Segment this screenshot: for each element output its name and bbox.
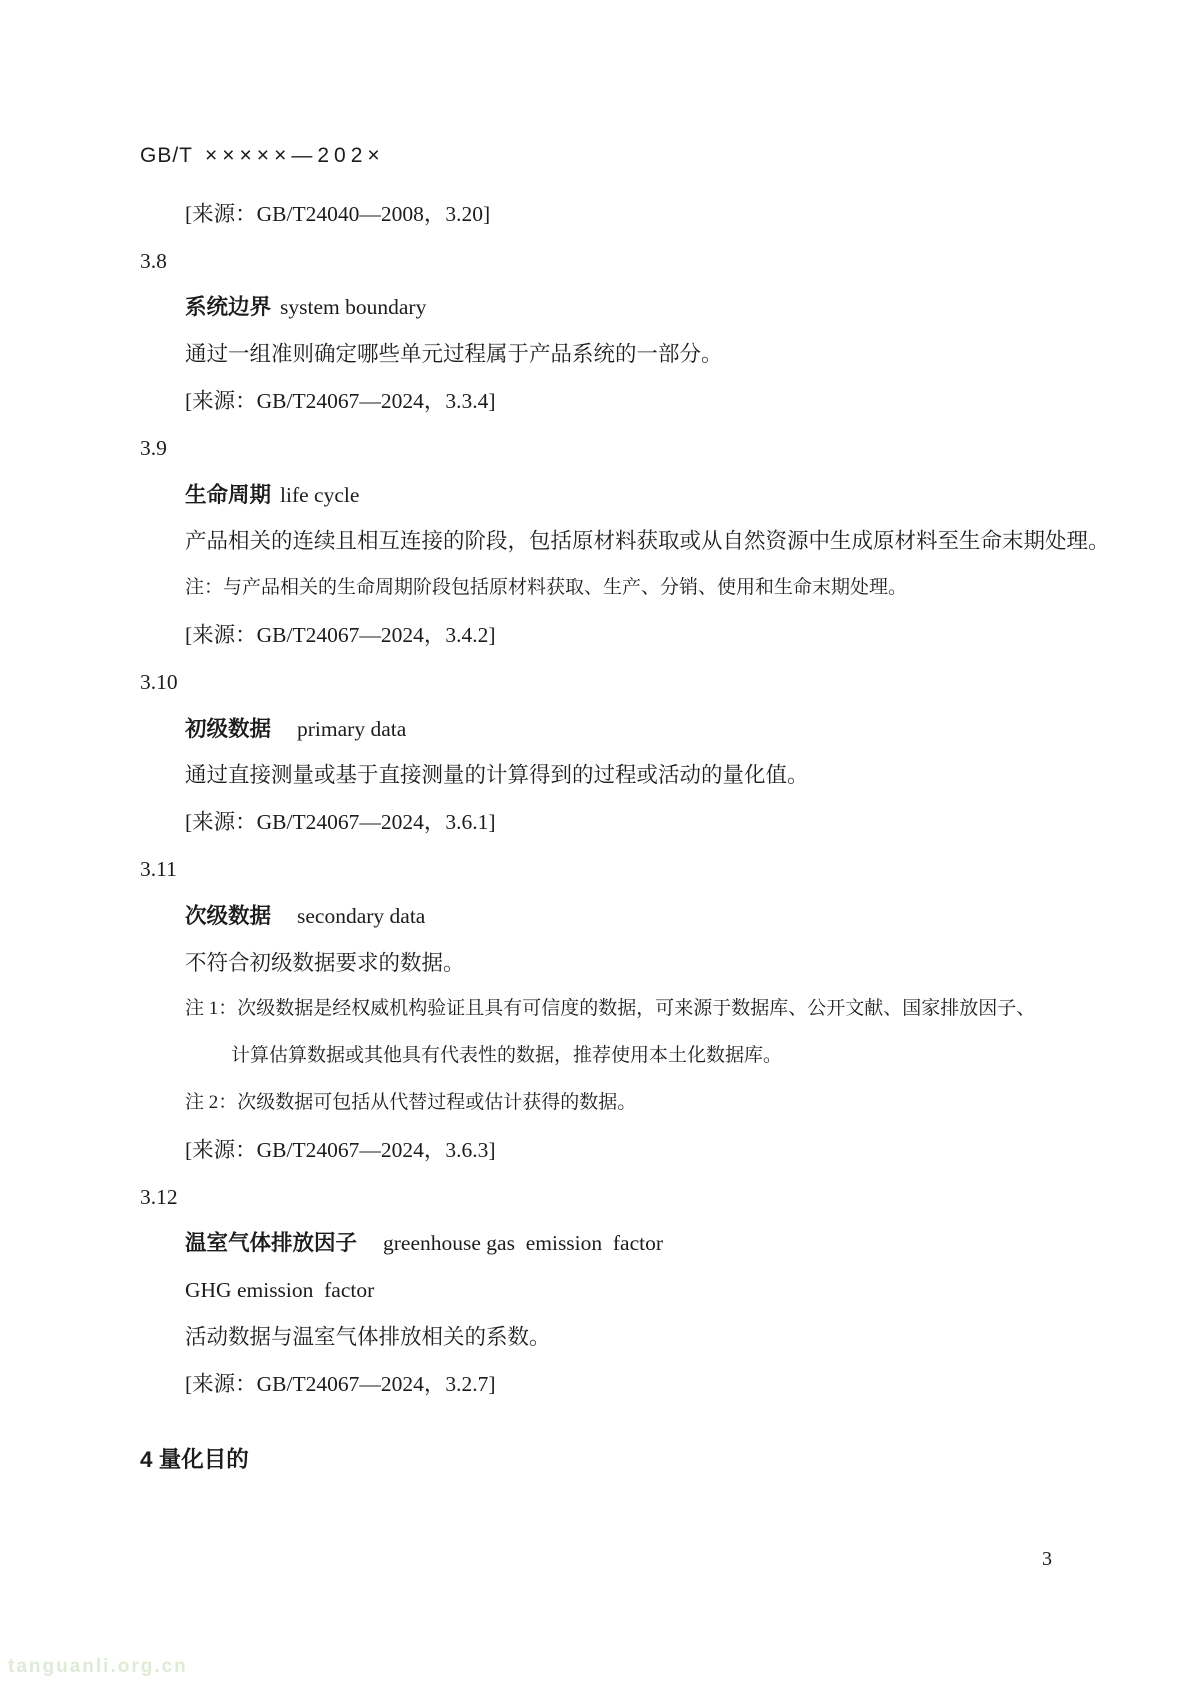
note1-line1-3-11: 注 1：次级数据是经权威机构验证且具有可信度的数据，可来源于数据库、公开文献、国家排放因子、 [185,998,1036,1020]
term-en-3-11: secondary data [297,903,426,928]
term-line-3-10 [140,706,1160,753]
term-line-3-11 [140,893,1160,940]
watermark: tanguanli.org.cn [8,1656,188,1677]
definition-3-8: 通过一组准则确定哪些单元过程属于产品系统的一部分。 [185,342,723,367]
definition-3-12: 活动数据与温室气体排放相关的系数。 [185,1324,551,1349]
section-number-3-10: 3.10 [140,669,178,694]
source-reference: [来源：GB/T24040—2008，3.20] [185,201,491,226]
standard-code-header [140,133,1160,180]
section-number-3-9: 3.9 [140,435,167,460]
note-3-9: 注：与产品相关的生命周期阶段包括原材料获取、生产、分销、使用和生命末期处理。 [185,577,908,599]
term-zh-3-8: 系统边界 [185,295,272,320]
term-en-3-10: primary data [297,716,407,741]
definition-3-10: 通过直接测量或基于直接测量的计算得到的过程或活动的量化值。 [185,763,809,788]
section-number-3-12: 3.12 [140,1184,178,1209]
term-zh-3-12: 温室气体排放因子 [185,1231,358,1256]
note1-line2-3-11: 计算估算数据或其他具有代表性的数据，推荐使用本土化数据库。 [231,1045,783,1067]
standard-code-prefix: GB/T [140,144,194,167]
source-reference-3-10: [来源：GB/T24067—2024，3.6.1] [185,810,496,835]
source-reference-3-11: [来源：GB/T24067—2024，3.6.3] [185,1137,496,1162]
term-line-3-8 [140,284,1160,331]
chapter-4-heading: 4 量化目的 [140,1446,249,1472]
note2-3-11: 注 2：次级数据可包括从代替过程或估计获得的数据。 [185,1091,637,1113]
source-reference-3-12: [来源：GB/T24067—2024，3.2.7] [185,1371,496,1396]
standard-code-number: ×××××—202× [205,144,385,167]
term-en-3-9: life cycle [280,482,360,507]
section-number-3-8: 3.8 [140,248,167,273]
term-en-3-12: greenhouse gas emission factor [383,1231,664,1256]
term-zh-3-11: 次级数据 [185,903,272,928]
term-zh-3-10: 初级数据 [185,716,272,741]
definition-3-9: 产品相关的连续且相互连接的阶段，包括原材料获取或从自然资源中生成原材料至生命末期处理。 [185,529,1110,554]
page-number: 3 [1042,1548,1052,1570]
term-en-alt-3-12: GHG emission factor [185,1278,375,1303]
definition-3-11: 不符合初级数据要求的数据。 [185,950,465,975]
source-reference-3-8: [来源：GB/T24067—2024，3.3.4] [185,388,496,413]
source-reference-3-9: [来源：GB/T24067—2024，3.4.2] [185,622,496,647]
term-en-3-8: system boundary [280,295,427,320]
term-line-3-9 [140,472,1160,519]
section-number-3-11: 3.11 [140,856,177,881]
term-zh-3-9: 生命周期 [185,482,272,507]
term-line-3-12 [140,1220,1160,1267]
page-content [140,133,1160,1483]
